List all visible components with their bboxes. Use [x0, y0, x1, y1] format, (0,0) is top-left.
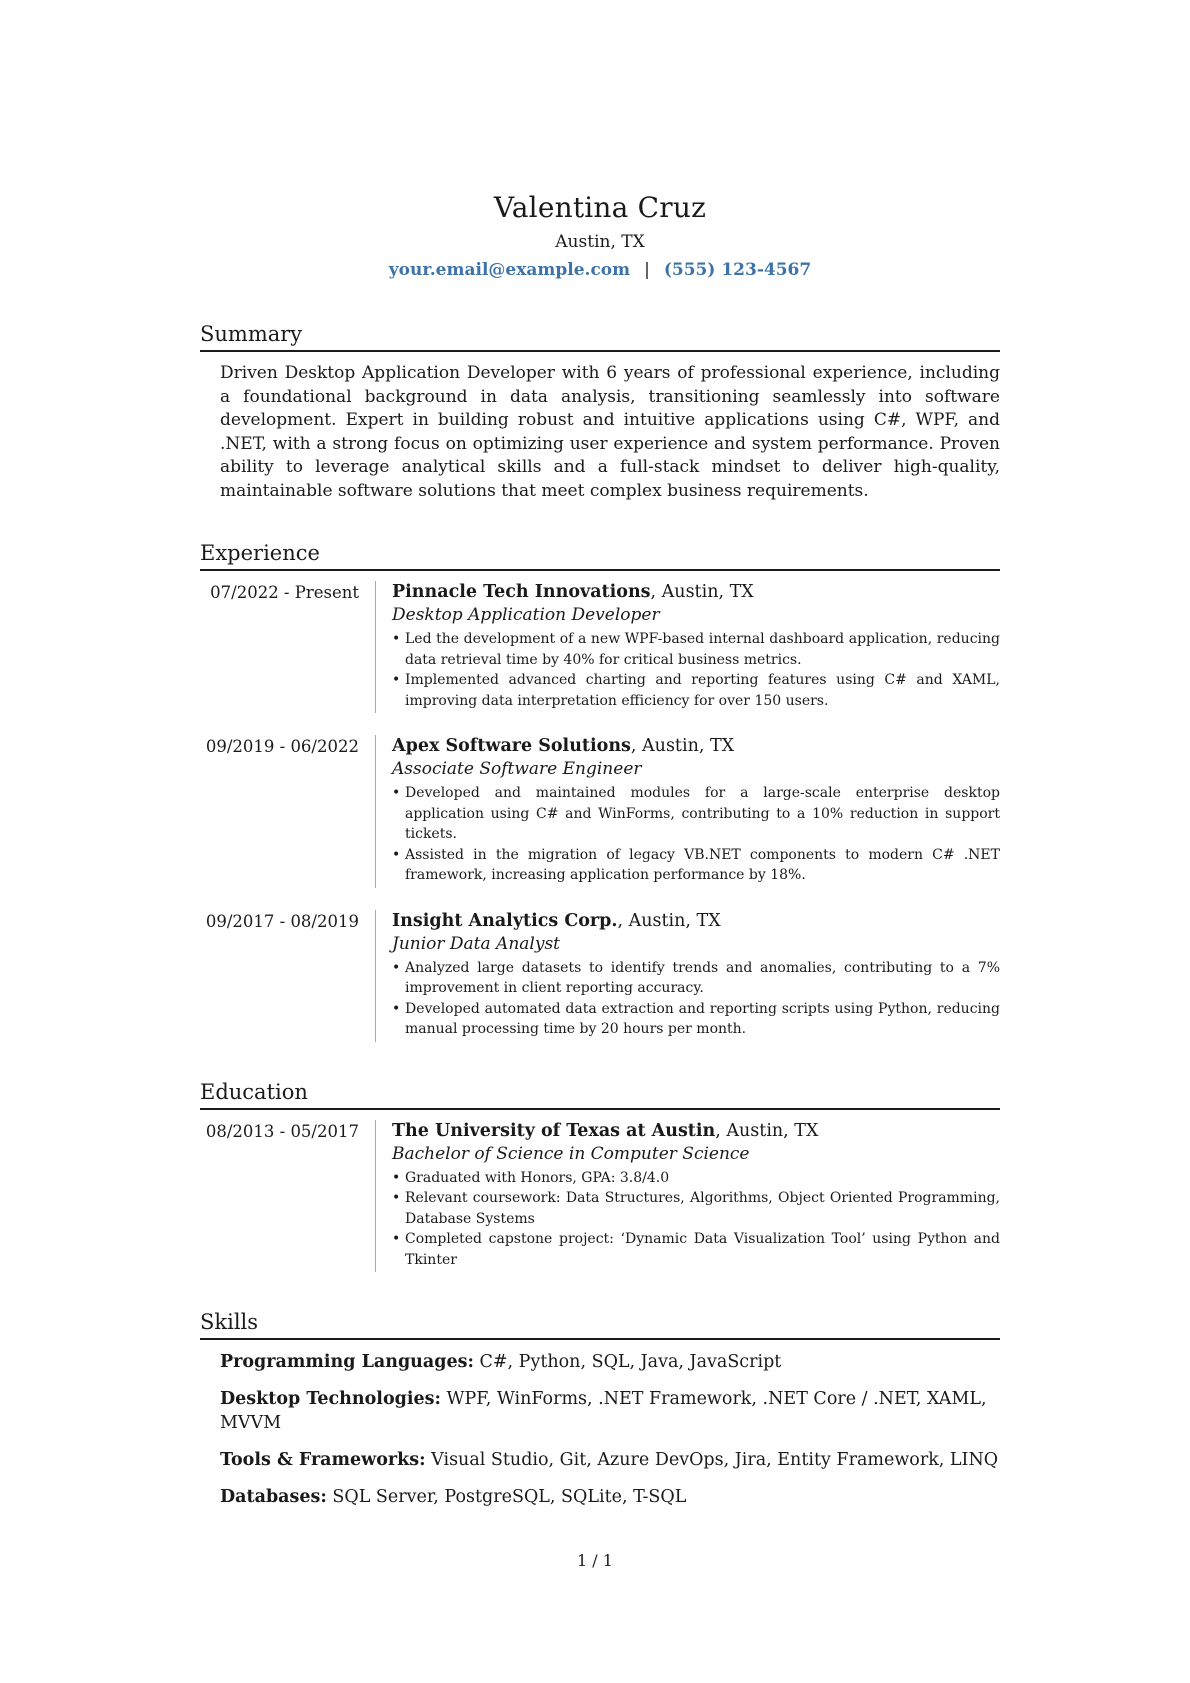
section-title-skills: Skills — [200, 1308, 1000, 1340]
entry-role: Junior Data Analyst — [392, 933, 561, 954]
skill-line — [200, 1448, 1000, 1472]
section-title-education: Education — [200, 1078, 1000, 1110]
bullet-item: • Completed capstone project: ‘Dynamic Data Visualization Tool’ using Python and Tkinter — [392, 1229, 1000, 1270]
bullet-item: • Implemented advanced charting and reporting features using C# and XAML, improving data interpretation efficiency for over 150 users. — [392, 670, 1000, 711]
email-link[interactable]: your.email@example.com — [388, 260, 631, 280]
entry-heading — [392, 1120, 1000, 1143]
entry-organization: Apex Software Solutions — [392, 736, 631, 756]
resume-header — [200, 190, 1000, 282]
entry-organization: Pinnacle Tech Innovations — [392, 582, 651, 602]
summary-text: Driven Desktop Application Developer with 6 years of professional experience, including a foundational background in data analysis, transitioning seamlessly into software development. Expert in building robust and intuitive applications using C#, WPF, and .NET, with a strong focus on optimizing user experience and system performance. Proven ability to leverage analytical skills and a full-stack mindset to deliver high-quality, maintainable software solutions that meet complex business requirements. — [220, 363, 1000, 501]
entry-organization: Insight Analytics Corp. — [392, 910, 618, 931]
entry-location: , Austin, TX — [617, 910, 721, 931]
entry-body — [375, 1120, 1000, 1273]
section-title-summary: Summary — [200, 320, 1000, 352]
skill-line — [200, 1350, 1000, 1374]
skill-line — [200, 1485, 1000, 1509]
bullet-item: • Developed automated data extraction and reporting scripts using Python, reducing manual processing time by 20 hours per month. — [392, 999, 1000, 1040]
entry-date: 09/2017 - 08/2019 — [205, 911, 359, 931]
entry-body — [375, 735, 1000, 888]
experience-entry — [200, 581, 1000, 713]
entry-role: Associate Software Engineer — [392, 759, 642, 779]
bullet-item: • Assisted in the migration of legacy VB.NET components to modern C# .NET framework, increasing application performance by 18%. — [392, 845, 1000, 886]
bullet-item: • Graduated with Honors, GPA: 3.8/4.0 — [392, 1168, 1000, 1189]
resume-page — [200, 190, 1000, 1509]
entry-date: 08/2013 - 05/2017 — [205, 1121, 359, 1141]
entry-body — [375, 910, 1000, 1042]
skill-line — [200, 1387, 1000, 1435]
education-entry — [200, 1120, 1000, 1273]
contact-separator: | — [644, 260, 650, 280]
skill-value: WPF, WinForms, .NET Framework, .NET Core / .NET, XAML, MVVM — [220, 1389, 987, 1433]
skill-label: Tools & Frameworks: — [220, 1450, 426, 1470]
section-title-experience: Experience — [200, 539, 1000, 571]
skill-label: Databases: — [220, 1487, 327, 1507]
bullet-item: • Developed and maintained modules for a large-scale enterprise desktop application using C# and WinForms, contributing to a 10% reduction in support tickets. — [392, 783, 1000, 845]
phone-link[interactable]: (555) 123-4567 — [663, 260, 812, 280]
entry-bullets — [392, 1168, 1000, 1271]
experience-entry — [200, 910, 1000, 1042]
page-number: 1 / 1 — [577, 1551, 613, 1570]
skill-label: Programming Languages: — [220, 1352, 474, 1372]
candidate-name: Valentina Cruz — [493, 191, 707, 224]
entry-date: 09/2019 - 06/2022 — [205, 737, 359, 756]
entry-bullets — [392, 783, 1000, 886]
contact-line — [200, 258, 1000, 282]
entry-date: 07/2022 - Present — [210, 583, 359, 602]
entry-body — [375, 581, 1000, 713]
candidate-location: Austin, TX — [555, 232, 645, 252]
entry-bullets — [392, 958, 1000, 1040]
entry-role: Bachelor of Science in Computer Science — [392, 1143, 750, 1164]
entry-heading — [392, 581, 1000, 604]
bullet-item: • Relevant coursework: Data Structures, Algorithms, Object Oriented Programming, Database Systems — [392, 1188, 1000, 1229]
skill-label: Desktop Technologies: — [220, 1389, 441, 1409]
entry-heading — [392, 910, 1000, 933]
skill-value: Visual Studio, Git, Azure DevOps, Jira, Entity Framework, LINQ — [425, 1450, 999, 1470]
bullet-item: • Led the development of a new WPF-based internal dashboard application, reducing data retrieval time by 40% for critical business metrics. — [392, 629, 1000, 670]
entry-heading — [392, 735, 1000, 758]
experience-section — [200, 539, 1000, 1042]
bullet-item: • Analyzed large datasets to identify trends and anomalies, contributing to a 7% improvement in client reporting accuracy. — [392, 958, 1000, 999]
skill-value: SQL Server, PostgreSQL, SQLite, T-SQL — [326, 1487, 687, 1507]
education-section — [200, 1078, 1000, 1273]
skills-section — [200, 1308, 1000, 1509]
entry-organization: The University of Texas at Austin — [392, 1120, 716, 1141]
entry-location: , Austin, TX — [715, 1120, 819, 1141]
entry-location: , Austin, TX — [650, 582, 754, 602]
entry-role: Desktop Application Developer — [392, 605, 660, 625]
experience-entry — [200, 735, 1000, 888]
summary-section — [200, 320, 1000, 503]
entry-bullets — [392, 629, 1000, 711]
skill-value: C#, Python, SQL, Java, JavaScript — [473, 1352, 782, 1372]
entry-location: , Austin, TX — [630, 736, 735, 756]
